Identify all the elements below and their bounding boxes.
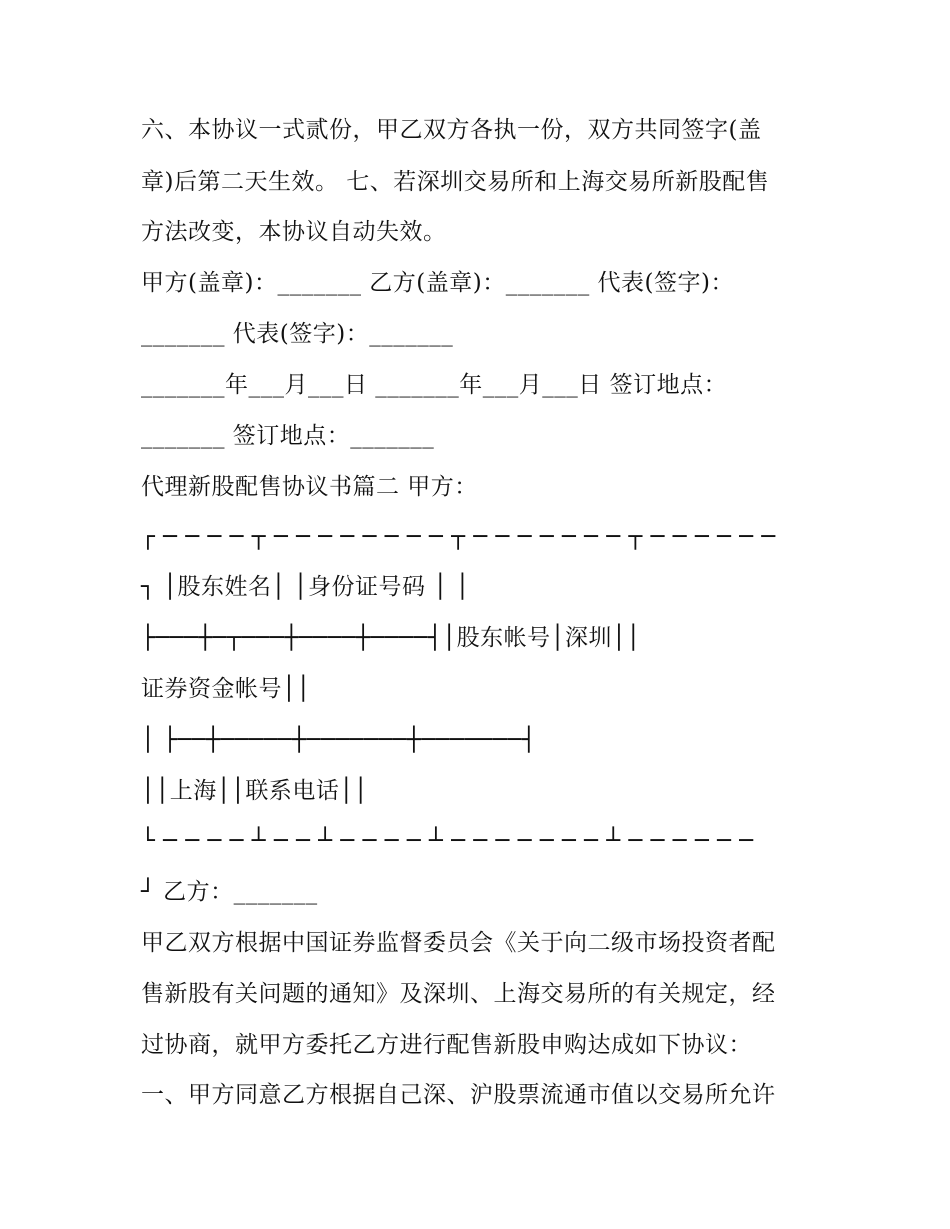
table-border-line: └ ─ ─ ─ ─ ┴ ─ ─ ┴ ─ ─ ─ ─ ┴ ─ ─ ─ ─ ─ ─ ─ ┴ ─ ─ ─ ─ ─ ─ [141, 828, 754, 854]
place-line: _______ 签订地点：_______ [141, 423, 435, 449]
text-line: 六、本协议一式贰份，甲乙双方各执一份，双方共同签字(盖 [141, 117, 762, 143]
text-line: 一、甲方同意乙方根据自己深、沪股票流通市值以交易所允许 [141, 1082, 776, 1108]
text-line: 甲乙双方根据中国证券监督委员会《关于向二级市场投资者配 [141, 930, 776, 956]
signature-line: _______ 代表(签字)：_______ [141, 321, 454, 347]
table-row: ││上海││联系电话││ [141, 778, 369, 804]
table-row: ┐ │股东姓名│ │身份证号码 │ │ [141, 574, 470, 600]
text-line: 过协商，就甲方委托乙方进行配售新股申购达成如下协议： [141, 1032, 752, 1058]
table-row: 证券资金帐号││ [141, 676, 311, 702]
signature-line: 甲方(盖章)：_______ 乙方(盖章)：_______ 代表(签字)： [141, 270, 734, 296]
party-b-line: ┘ 乙方：_______ [141, 879, 318, 905]
text-line: 方法改变，本协议自动失效。 [141, 219, 447, 245]
date-line: _______年___月___日 _______年___月___日 签订地点： [141, 372, 728, 398]
text-line: 售新股有关问题的通知》及深圳、上海交易所的有关规定，经 [141, 981, 776, 1007]
table-border-line: │ ├──┼─────┼───────┼───────┤ [141, 727, 537, 753]
text-line: 章)后第二天生效。 七、若深圳交易所和上海交易所新股配售 [141, 169, 770, 195]
table-border-line: ┌ ─ ─ ─ ─ ┬ ─ ─ ─ ─ ─ ─ ─ ─ ┬ ─ ─ ─ ─ ─ ─ ─ ┬ ─ ─ ─ ─ ─ ─ [141, 524, 776, 550]
table-row: ├───┼─┬───┼────┼────┤│股东帐号│深圳││ [141, 625, 641, 651]
section-heading: 代理新股配售协议书篇二 甲方： [141, 474, 478, 500]
